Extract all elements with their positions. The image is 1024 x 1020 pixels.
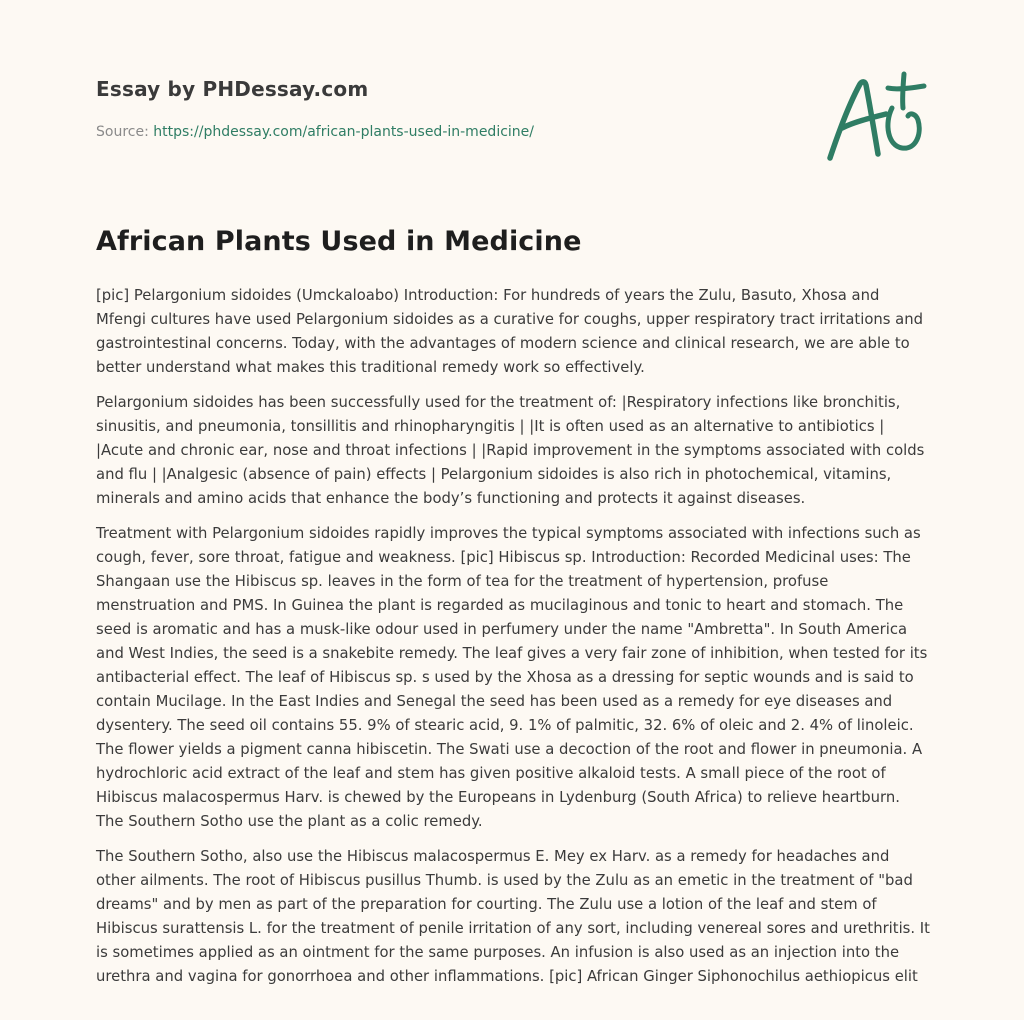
source-link[interactable]: https://phdessay.com/african-plants-used-in-medicine/ xyxy=(153,124,534,140)
essay-paragraph: Pelargonium sidoides has been successfully used for the treatment of: |Respiratory infections like bronchitis, sinusitis, and pneumonia, tonsillitis and rhinopharyngitis | |It is often used as an alternative to antibiotics | |Acute and chronic ear, nose and throat infections | |Rapid improvement in the symptoms associated with colds and flu | |Analgesic (absence of pain) effects | Pelargonium sidoides is also rich in photochemical, vitamins, minerals and amino acids that enhance the body’s functioning and protects it against diseases. xyxy=(96,394,925,507)
essay-header xyxy=(96,0,936,180)
essay-paragraph: [pic] Pelargonium sidoides (Umckaloabo) Introduction: For hundreds of years the Zulu, Basuto, Xhosa and Mfengi cultures have used Pelargonium sidoides as a curative for coughs, upper respiratory tract irritations and gastrointestinal concerns. Today, with the advantages of modern science and clinical research, we are able to better understand what makes this traditional remedy work so effectively. xyxy=(96,287,924,376)
essay-paragraph: The Southern Sotho, also use the Hibiscus malacospermus E. Mey ex Harv. as a remedy for headaches and other ailments. The root of Hibiscus pusillus Thumb. is used by the Zulu as an emetic in the treatment of "bad dreams" and by men as part of the preparation for courting. The Zulu use a lotion of the leaf and stem of Hibiscus surattensis L. for the treatment of penile irritation of any sort, including venereal sores and urethritis. It is sometimes applied as an ointment for the same purposes. An infusion is also used as an injection into the urethra and vagina for gonorrhoea and other inflammations. [pic] African Ginger Siphonochilus aethiopicus elit xyxy=(96,848,930,985)
source-label: Source: xyxy=(96,124,149,140)
source-line xyxy=(96,124,534,140)
brand-title: Essay by PHDessay.com xyxy=(96,77,369,101)
essay-title: African Plants Used in Medicine xyxy=(96,226,582,257)
essay-paragraph: Treatment with Pelargonium sidoides rapidly improves the typical symptoms associated with infections such as cough, fever, sore throat, fatigue and weakness. [pic] Hibiscus sp. Introduction: Recorded Medicinal uses: The Shangaan use the Hibiscus sp. leaves in the form of tea for the treatment of hypertension, profuse menstruation and PMS. In Guinea the plant is regarded as mucilaginous and tonic to heart and stomach. The seed is aromatic and has a musk-like odour used in perfumery under the name "Ambretta". In South America and West Indies, the seed is a snakebite remedy. The leaf gives a very fair zone of inhibition, when tested for its antibacterial effect. The leaf of Hibiscus sp. s used by the Xhosa as a dressing for septic wounds and is said to contain Mucilage. In the East Indies and Senegal the seed has been used as a remedy for eye diseases and dysentery. The seed oil contains 55. 9% of stearic acid, 9. 1% of palmitic, 32. 6% of oleic and 2. 4% of linoleic. The flower yields a pigment canna hibiscetin. The Swati use a decoction of the root and flower in pneumonia. A hydrochloric acid extract of the leaf and stem has given positive alkaloid tests. A small piece of the root of Hibiscus malacospermus Harv. is chewed by the Europeans in Lydenburg (South Africa) to relieve heartburn. The Southern Sotho use the plant as a colic remedy. xyxy=(96,525,928,830)
essay-body xyxy=(96,284,932,1000)
a-plus-logo-icon xyxy=(824,68,928,164)
